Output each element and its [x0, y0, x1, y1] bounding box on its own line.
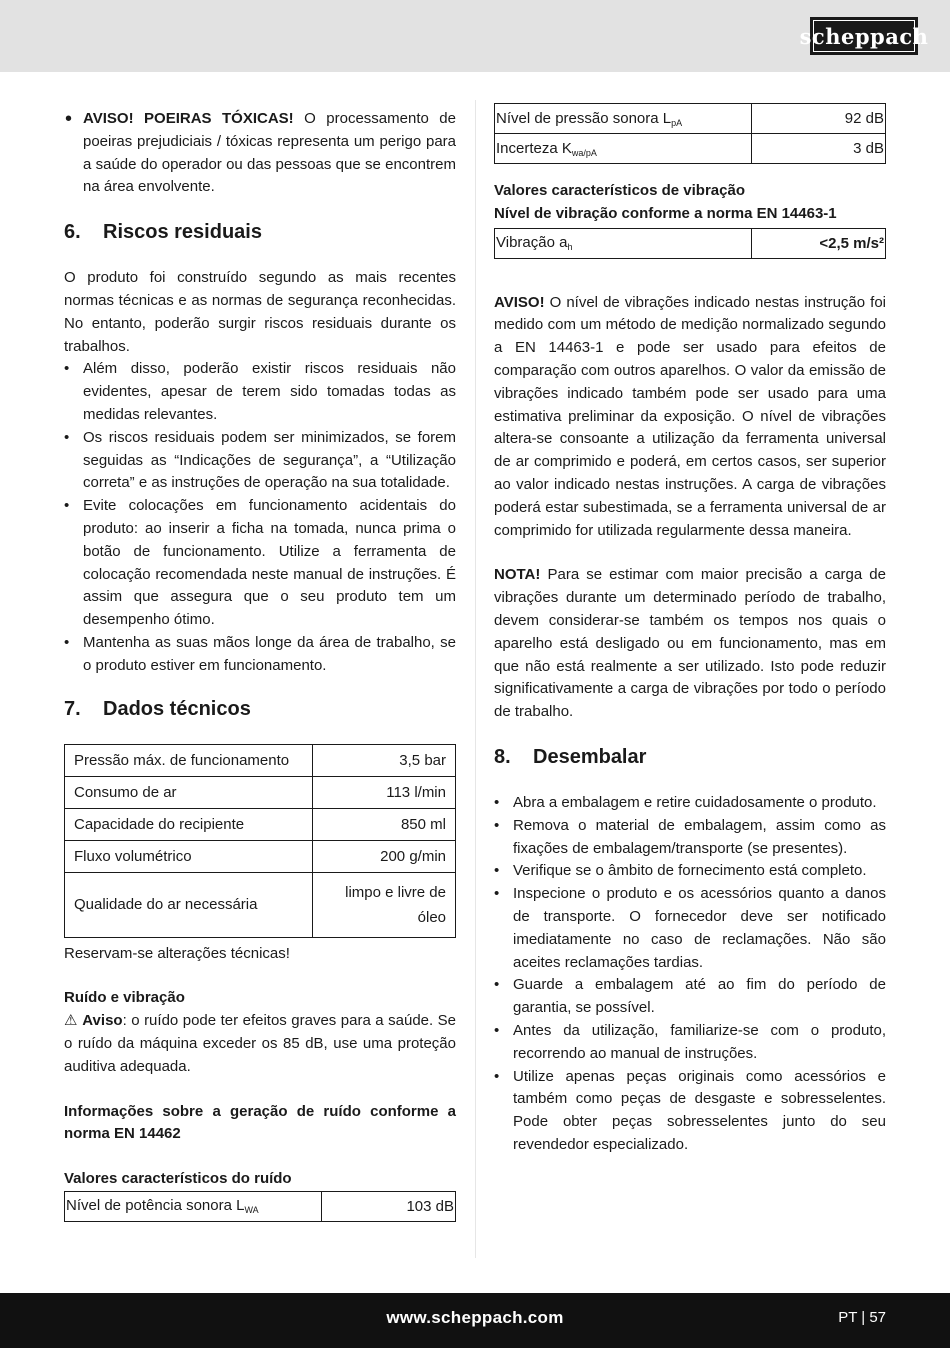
section-number: 6. — [64, 221, 81, 244]
label-text: Vibração a — [496, 234, 568, 252]
table-row — [65, 744, 456, 776]
nota-text: Para se estimar com maior precisão a carga de vibrações durante um determinado período de trabalho, devem considerar-se também os tempos nos quais o aparelho está desligado ou em funcionamento, mas em que não está realmente a ser utilizado. Isto pode reduzir significativamente a carga de vibrações por todo o período de trabalho. — [494, 566, 886, 721]
list-item: • Evite colocações em funcionamento acidentais do produto: ao inserir a ficha na tomada, nunca prima o botão de funcionamento. Utilize a ferramenta de colocação recomendada neste manual de instruções. É assim que assegura que o seu produto tem um desempenho ótimo. — [64, 495, 456, 632]
tech-data-table — [64, 744, 456, 938]
reserve-note: Reservam-se alterações técnicas! — [64, 944, 290, 962]
table-row — [65, 1191, 456, 1221]
table-row — [495, 134, 886, 164]
section-title: Dados técnicos — [103, 697, 251, 720]
table-label — [495, 104, 752, 134]
aviso-strong: AVISO! — [494, 293, 545, 311]
vibration-warning — [494, 292, 886, 543]
label-subscript: wa/pA — [571, 147, 597, 158]
list-item: • Abra a embalagem e retire cuidadosamente o produto. — [494, 792, 886, 815]
section-8-heading — [494, 746, 886, 769]
table-label — [495, 134, 752, 164]
table-row — [65, 776, 456, 808]
page-header — [0, 0, 950, 72]
list-item: • Mantenha as suas mãos longe da área de trabalho, se o produto estiver em funcionamento. — [64, 632, 456, 678]
table-row — [65, 872, 456, 937]
vibration-standard-heading: Nível de vibração conforme a norma EN 14463-1 — [494, 204, 837, 222]
table-label — [65, 1191, 322, 1221]
noise-warning — [64, 1010, 456, 1078]
table-label: Capacidade do recipiente — [65, 808, 313, 840]
table-label: Fluxo volumétrico — [65, 840, 313, 872]
vibration-heading: Valores característicos de vibração — [494, 182, 745, 199]
section-7-heading — [64, 698, 456, 721]
aviso-text: O nível de vibrações indicado nestas instrução foi medido com um método de medição normalizado segundo a EN 14463-1 e pode ser usado para efeitos de comparação com outros aparelhos. O valor da emissão de vibrações indicado também pode ser usado para uma estimativa preliminar da exposição. O nível de vibrações altera-se consoante a utilização da ferramenta universal de ar comprimido e poderá, em certos casos, ser superior ao valor indicado nestas instruções. A carga de vibrações poderá estar subestimada, se a ferramenta universal de ar comprimido for utilizada regularmente dessa maneira. — [494, 293, 886, 539]
vibration-table — [494, 228, 886, 259]
section-number: 8. — [494, 745, 511, 768]
label-subscript: h — [567, 242, 573, 253]
column-divider — [475, 100, 476, 1258]
list-item: • Verifique se o âmbito de fornecimento está completo. — [494, 860, 886, 883]
table-value: 3 dB — [752, 134, 886, 164]
website-link[interactable]: www.scheppach.com — [386, 1308, 564, 1327]
label-text: Incerteza K — [496, 139, 572, 157]
table-label — [495, 228, 752, 258]
table-row — [65, 808, 456, 840]
section-6-heading — [64, 221, 456, 244]
table-value: 113 l/min — [313, 776, 456, 808]
noise-warning-strong: Aviso — [82, 1012, 123, 1030]
noise-vibration-heading: Ruído e vibração — [64, 989, 185, 1007]
residual-risks-intro: O produto foi construído segundo as mais recentes normas técnicas e as normas de segurança reconhecidas. No entanto, poderão surgir riscos residuais durante os trabalhos. — [64, 269, 456, 355]
left-column — [64, 108, 456, 1222]
table-row — [495, 228, 886, 258]
list-item: • Utilize apenas peças originais como acessórios e também como peças de desgaste e sobresselentes. Pode obter peças sobresselentes junto do seu revendedor especializado. — [494, 1066, 886, 1157]
label-text: Nível de pressão sonora L — [496, 109, 672, 127]
table-value: 200 g/min — [313, 840, 456, 872]
page-number: PT | 57 — [838, 1309, 886, 1326]
table-value: 92 dB — [752, 104, 886, 134]
table-value: 103 dB — [322, 1191, 456, 1221]
label-subscript: WA — [244, 1205, 259, 1216]
section-number: 7. — [64, 697, 81, 720]
noise-warning-text: : o ruído pode ter efeitos graves para a saúde. Se o ruído da máquina exceder os 85 dB, use uma proteção auditiva adequada. — [64, 1012, 457, 1075]
list-item: • Os riscos residuais podem ser minimizados, se forem seguidas as “Indicações de segurança”, a “Utilização correta” e as instruções de operação na sua totalidade. — [64, 427, 456, 495]
table-label: Pressão máx. de funcionamento — [65, 744, 313, 776]
list-item: • Além disso, poderão existir riscos residuais não evidentes, apesar de terem sido tomadas todas as medidas relevantes. — [64, 358, 456, 426]
vibration-note — [494, 564, 886, 724]
table-row — [65, 840, 456, 872]
table-row — [495, 104, 886, 134]
table-value: 850 ml — [313, 808, 456, 840]
toxic-dust-warning — [64, 108, 456, 199]
residual-risks-list — [64, 358, 456, 677]
table-value: limpo e livre de óleo — [313, 872, 456, 937]
label-subscript: pA — [671, 117, 683, 128]
right-column — [494, 103, 886, 1157]
table-value: 3,5 bar — [313, 744, 456, 776]
table-label: Consumo de ar — [65, 776, 313, 808]
scheppach-logo: scheppach — [810, 17, 918, 55]
noise-info-heading: Informações sobre a geração de ruído conforme a norma EN 14462 — [64, 1102, 456, 1143]
section-title: Desembalar — [533, 745, 647, 768]
list-item: • Guarde a embalagem até ao fim do período de garantia, se possível. — [494, 974, 886, 1020]
warning-triangle-icon: ⚠ — [64, 1012, 78, 1030]
warning-strong: AVISO! POEIRAS TÓXICAS! — [83, 110, 294, 127]
noise-power-table — [64, 1191, 456, 1222]
warning-text: O processamento de poeiras prejudiciais / tóxicas representa um perigo para a saúde do operador ou das pessoas que se encontrem na área envolvente. — [83, 110, 456, 196]
label-text: Nível de potência sonora L — [66, 1197, 245, 1215]
warning-list — [64, 108, 456, 199]
list-item: • Antes da utilização, familiarize-se com o produto, recorrendo ao manual de instruções. — [494, 1020, 886, 1066]
noise-pressure-table — [494, 103, 886, 164]
unpacking-list — [494, 792, 886, 1157]
noise-values-heading: Valores característicos do ruído — [64, 1170, 292, 1188]
page-footer — [0, 1293, 950, 1348]
section-title: Riscos residuais — [103, 221, 262, 244]
table-label: Qualidade do ar necessária — [65, 872, 313, 937]
list-item: • Remova o material de embalagem, assim como as fixações de embalagem/transporte (se presentes). — [494, 815, 886, 861]
nota-strong: NOTA! — [494, 566, 541, 584]
list-item: • Inspecione o produto e os acessórios quanto a danos de transporte. O fornecedor deve ser notificado imediatamente no caso de reclamações. Não são aceites reclamações tardias. — [494, 883, 886, 974]
table-value: <2,5 m/s² — [752, 228, 886, 258]
